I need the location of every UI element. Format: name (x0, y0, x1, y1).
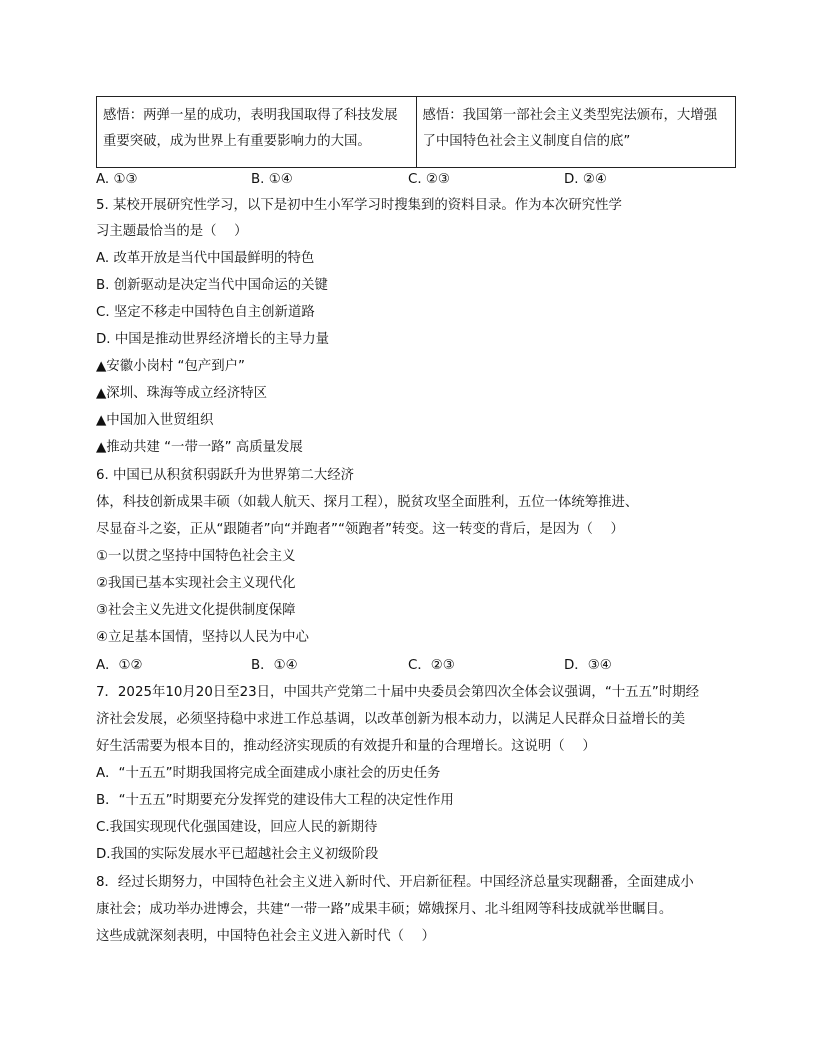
q5-option-d: D. 中国是推动世界经济增长的主导力量 (96, 332, 330, 347)
q7-option-d: D.我国的实际发展水平已超越社会主义初级阶段 (96, 847, 379, 862)
q7-option-b: B．“十五五”时期要充分发挥党的建设伟大工程的决定性作用 (96, 793, 454, 808)
insight-cell-right: 感悟：我国第一部社会主义类型宪法颁布，大增强了中国特色社会主义制度自信的底” (416, 97, 736, 168)
q5-material-1: ▲安徽小岗村 “包产到户” (96, 359, 245, 374)
q7-option-c: C.我国实现现代化强国建设，回应人民的新期待 (96, 820, 378, 835)
q6-statement-4: ④立足基本国情，坚持以人民为中心 (96, 630, 309, 645)
q8-stem-line-2: 康社会；成功举办进博会，共建“一带一路”成果丰硕；嫦娥探月、北斗组网等科技成就举世瞩目。 (96, 902, 673, 917)
q5-stem-line-2: 习主题最恰当的是（ ） (96, 224, 248, 239)
q5-material-3: ▲中国加入世贸组织 (96, 413, 214, 428)
q6-stem-line-3: 尽显奋斗之姿，正从“跟随者”向“并跑者”“领跑者”转变。这一转变的背后，是因为（ ） (96, 522, 624, 537)
q5-option-c: C. 坚定不移走中国特色自主创新道路 (96, 305, 315, 320)
q6-option-d: D．③④ (564, 658, 612, 673)
q6-option-c: C．②③ (408, 658, 455, 673)
q6-stem-line-2: 体，科技创新成果丰硕（如载人航天、探月工程），脱贫攻坚全面胜利，五位一体统筹推进、 (96, 495, 639, 510)
q8-stem-line-3: 这些成就深刻表明，中国特色社会主义进入新时代（ ） (96, 929, 436, 944)
q7-stem-line-1: 7．2025年10月20日至23日，中国共产党第二十届中央委员会第四次全体会议强调，“十五五”时期经 (96, 685, 700, 700)
q6-stem-line-1: 6. 中国已从积贫积弱跃升为世界第二大经济 (96, 468, 355, 483)
q5-stem-line-1: 5. 某校开展研究性学习，以下是初中生小军学习时搜集到的资料目录。作为本次研究性学 (96, 198, 622, 213)
q4-option-c: C. ②③ (408, 172, 450, 187)
insight-cell-left: 感悟：两弹一星的成功，表明我国取得了科技发展重要突破，成为世界上有重要影响力的大国。 (97, 97, 417, 168)
q7-option-a: A．“十五五”时期我国将完成全面建成小康社会的历史任务 (96, 766, 441, 781)
q6-option-b: B．①④ (251, 658, 298, 673)
q5-material-2: ▲深圳、珠海等成立经济特区 (96, 386, 267, 401)
q5-material-4: ▲推动共建 “一带一路” 高质量发展 (96, 440, 303, 455)
q4-option-d: D. ②④ (564, 172, 607, 187)
q6-statement-1: ①一以贯之坚持中国特色社会主义 (96, 549, 296, 564)
q6-statement-2: ②我国已基本实现社会主义现代化 (96, 576, 296, 591)
q7-stem-line-2: 济社会发展，必须坚持稳中求进工作总基调，以改革创新为根本动力，以满足人民群众日益增长的美 (96, 712, 686, 727)
q8-stem-line-1: 8．经过长期努力，中国特色社会主义进入新时代、开启新征程。中国经济总量实现翻番，全面建成小 (96, 875, 694, 890)
q4-option-b: B. ①④ (251, 172, 293, 187)
q5-option-a: A. 改革开放是当代中国最鲜明的特色 (96, 251, 315, 266)
q5-option-b: B. 创新驱动是决定当代中国命运的关键 (96, 278, 328, 293)
q6-statement-3: ③社会主义先进文化提供制度保障 (96, 603, 296, 618)
insight-table (96, 96, 736, 168)
q6-option-a: A．①② (96, 658, 143, 673)
q4-option-a: A. ①③ (96, 172, 138, 187)
q7-stem-line-3: 好生活需要为根本目的，推动经济实现质的有效提升和量的合理增长。这说明（ ） (96, 739, 596, 754)
